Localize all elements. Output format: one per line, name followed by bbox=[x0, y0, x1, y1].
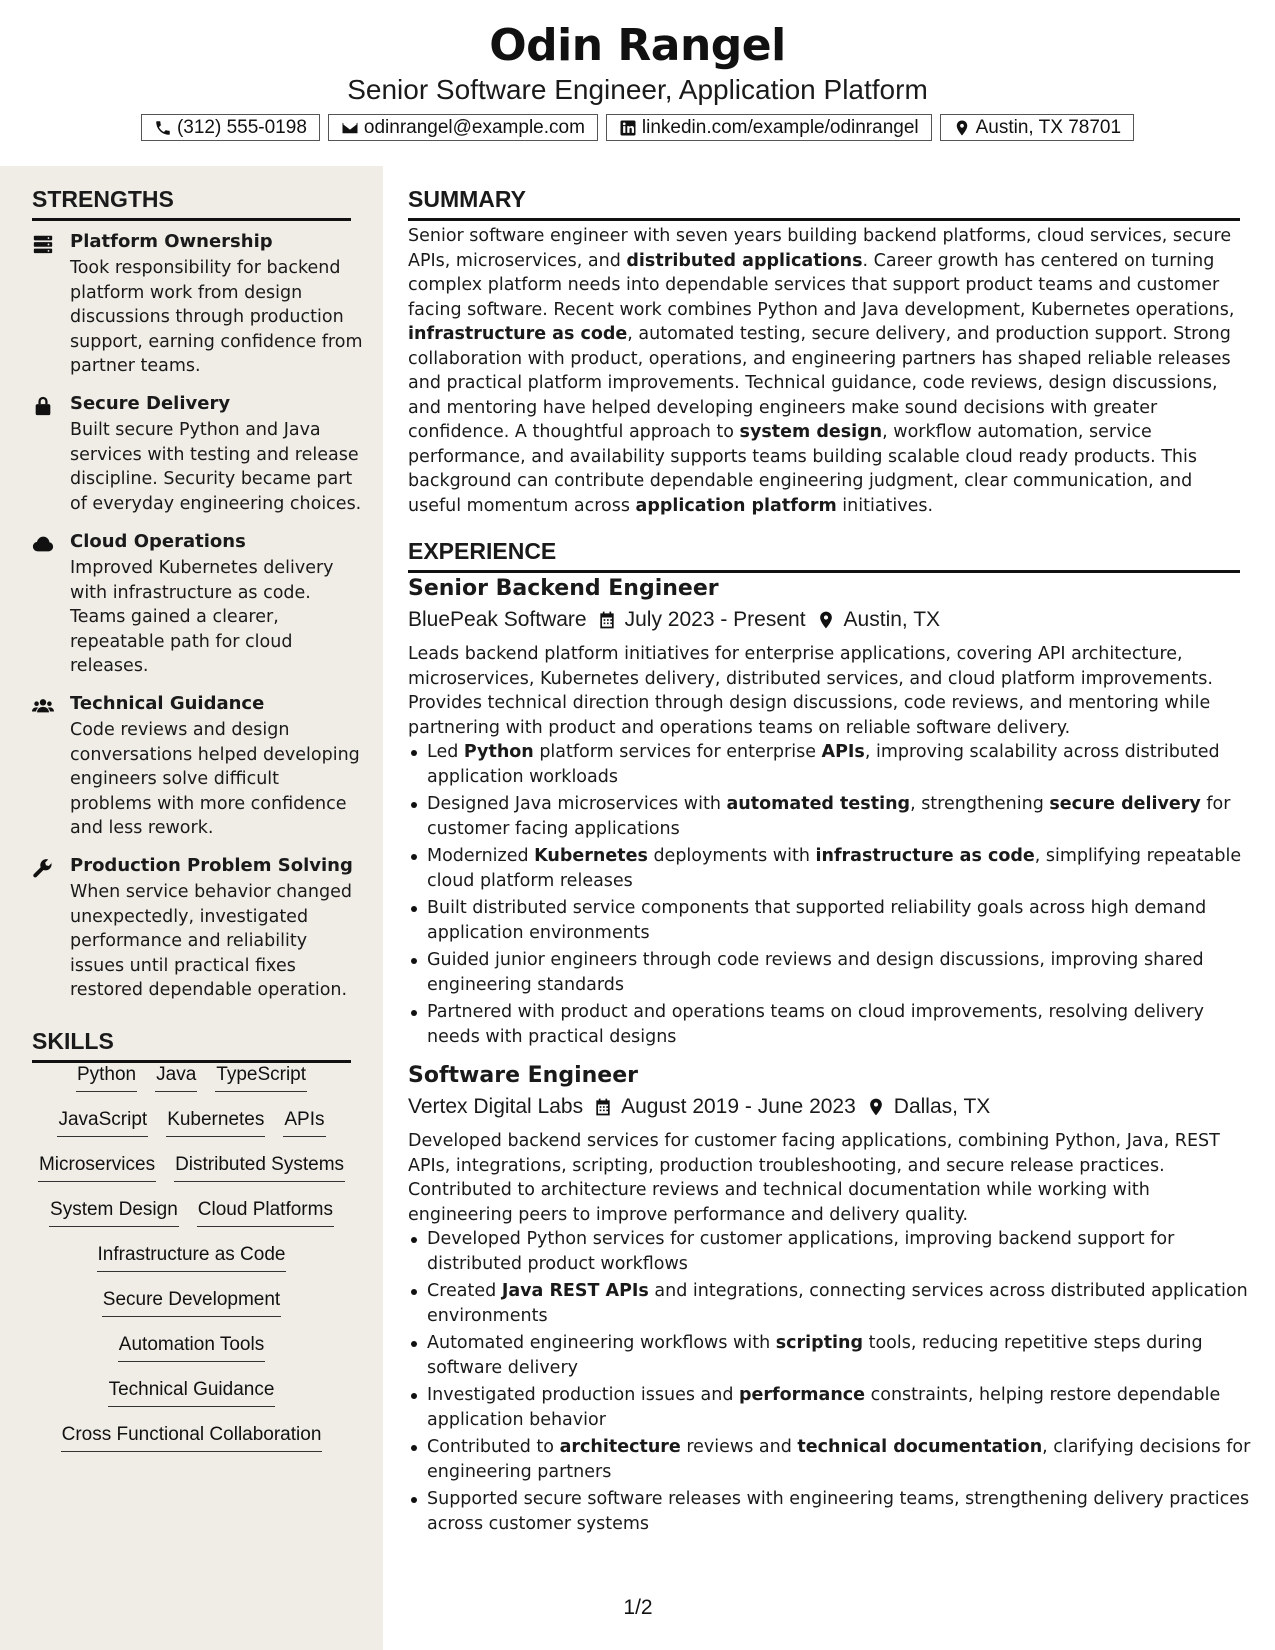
job-bullets bbox=[408, 1227, 1259, 1539]
skill-row bbox=[38, 1152, 345, 1197]
calendar-icon bbox=[593, 1097, 613, 1117]
skill-row bbox=[108, 1377, 276, 1422]
contact-email[interactable] bbox=[328, 114, 598, 141]
job-dates: August 2019 - June 2023 bbox=[621, 1095, 856, 1118]
skill-tag: Cross Functional Collaboration bbox=[61, 1422, 323, 1452]
page-number: 1/2 bbox=[623, 1596, 653, 1619]
skill-row bbox=[49, 1197, 334, 1242]
cloud-icon bbox=[32, 533, 54, 555]
job-dates: July 2023 - Present bbox=[624, 608, 806, 631]
experience-heading: EXPERIENCE bbox=[408, 536, 1240, 573]
strength-desc: Took responsibility for backend platform work from design discussions through production support, earning confidence from partner teams. bbox=[70, 258, 363, 376]
job-title: Senior Backend Engineer bbox=[408, 576, 719, 601]
skill-tag: Kubernetes bbox=[166, 1107, 265, 1137]
skill-row bbox=[76, 1062, 307, 1107]
job-description: Developed backend services for customer facing applications, combining Python, Java, REST APIs, integrations, scripting, production troubleshooting, and secure release practices. Contributed to architecture reviews and technical documentation while working with engineering peers to improve performance and delivery quality. bbox=[408, 1131, 1220, 1225]
skill-tag: JavaScript bbox=[57, 1107, 148, 1137]
list-item: Supported secure software releases with engineering teams, strengthening delivery practices across customer systems bbox=[427, 1487, 1259, 1536]
list-item: Investigated production issues and performance constraints, helping restore dependable application behavior bbox=[427, 1383, 1259, 1432]
contact-linkedin-text: linkedin.com/example/odinrangel bbox=[641, 116, 919, 138]
strength-title: Cloud Operations bbox=[70, 531, 246, 552]
strength-title: Secure Delivery bbox=[70, 393, 231, 414]
strengths-heading: STRENGTHS bbox=[32, 184, 351, 221]
linkedin-icon bbox=[619, 119, 637, 137]
envelope-icon bbox=[341, 119, 359, 137]
strength-desc: Built secure Python and Java services with testing and release discipline. Security became part of everyday engineering choices. bbox=[70, 420, 362, 514]
skill-tag: Cloud Platforms bbox=[197, 1197, 334, 1227]
contact-email-text: odinrangel@example.com bbox=[363, 116, 585, 138]
summary-heading: SUMMARY bbox=[408, 184, 1240, 221]
skill-tag: Python bbox=[76, 1062, 137, 1092]
strength-desc: When service behavior changed unexpectedly, investigated performance and reliability issues until practical fixes restored dependable operation. bbox=[70, 882, 352, 1000]
contact-location[interactable] bbox=[940, 114, 1134, 141]
list-item: Created Java REST APIs and integrations, connecting services across distributed application environments bbox=[427, 1279, 1259, 1328]
job-location: Austin, TX bbox=[843, 608, 941, 631]
location-icon bbox=[816, 610, 836, 630]
users-icon bbox=[32, 695, 54, 717]
strength-title: Platform Ownership bbox=[70, 231, 273, 252]
skill-row bbox=[118, 1332, 265, 1377]
contact-bar bbox=[0, 114, 1275, 141]
job-description: Leads backend platform initiatives for enterprise applications, covering API architecture, microservices, Kubernetes delivery, distributed services, and cloud platform improvements. Provides technical direction through design discussions, code reviews, and mentoring while partnering with product and operations teams on reliable software delivery. bbox=[408, 644, 1213, 738]
skill-tag: Technical Guidance bbox=[108, 1377, 276, 1407]
job-meta bbox=[408, 1093, 990, 1121]
contact-phone-text: (312) 555-0198 bbox=[176, 116, 307, 138]
skill-tag: TypeScript bbox=[215, 1062, 307, 1092]
skills-heading: SKILLS bbox=[32, 1026, 351, 1063]
job-title: Software Engineer bbox=[408, 1063, 638, 1088]
list-item: Automated engineering workflows with scripting tools, reducing repetitive steps during software delivery bbox=[427, 1331, 1259, 1380]
skill-tag: APIs bbox=[283, 1107, 325, 1137]
list-item: Designed Java microservices with automated testing, strengthening secure delivery for customer facing applications bbox=[427, 792, 1259, 841]
job-bullets bbox=[408, 740, 1259, 1052]
list-item: Built distributed service components that supported reliability goals across high demand application environments bbox=[427, 896, 1259, 945]
location-icon bbox=[866, 1097, 886, 1117]
job-company: BluePeak Software bbox=[408, 608, 587, 631]
phone-icon bbox=[154, 119, 172, 137]
candidate-title: Senior Software Engineer, Application Platform bbox=[347, 74, 928, 105]
skill-row bbox=[102, 1287, 281, 1332]
location-icon bbox=[953, 119, 971, 137]
skill-row bbox=[61, 1422, 323, 1467]
list-item: Developed Python services for customer applications, improving backend support for distributed product workflows bbox=[427, 1227, 1259, 1276]
contact-phone[interactable] bbox=[141, 114, 320, 141]
skill-tag: System Design bbox=[49, 1197, 179, 1227]
resume-header bbox=[0, 0, 1275, 166]
candidate-name: Odin Rangel bbox=[489, 20, 786, 71]
strength-desc: Improved Kubernetes delivery with infrastructure as code. Teams gained a clearer, repeatable path for cloud releases. bbox=[70, 558, 334, 676]
job-meta bbox=[408, 606, 940, 634]
contact-linkedin[interactable] bbox=[606, 114, 932, 141]
strength-title: Production Problem Solving bbox=[70, 855, 353, 876]
skill-tag: Infrastructure as Code bbox=[97, 1242, 287, 1272]
skill-row bbox=[57, 1107, 325, 1152]
job-location: Dallas, TX bbox=[893, 1095, 991, 1118]
list-item: Modernized Kubernetes deployments with infrastructure as code, simplifying repeatable cloud platform releases bbox=[427, 844, 1259, 893]
list-item: Contributed to architecture reviews and technical documentation, clarifying decisions for engineering partners bbox=[427, 1435, 1259, 1484]
skill-tag: Distributed Systems bbox=[174, 1152, 345, 1182]
list-item: Partnered with product and operations teams on cloud improvements, resolving delivery needs with practical designs bbox=[427, 1000, 1259, 1049]
calendar-icon bbox=[597, 610, 617, 630]
server-icon bbox=[32, 233, 54, 255]
skill-tag: Automation Tools bbox=[118, 1332, 265, 1362]
skill-row bbox=[97, 1242, 287, 1287]
lock-icon bbox=[32, 395, 54, 417]
skill-tag: Secure Development bbox=[102, 1287, 281, 1317]
list-item: Led Python platform services for enterprise APIs, improving scalability across distributed application workloads bbox=[427, 740, 1259, 789]
list-item: Guided junior engineers through code reviews and design discussions, improving shared engineering standards bbox=[427, 948, 1259, 997]
strength-title: Technical Guidance bbox=[70, 693, 265, 714]
skill-tag: Java bbox=[155, 1062, 197, 1092]
strength-desc: Code reviews and design conversations helped developing engineers solve difficult problems with more confidence and less rework. bbox=[70, 720, 360, 838]
skill-tag: Microservices bbox=[38, 1152, 156, 1182]
contact-location-text: Austin, TX 78701 bbox=[975, 116, 1122, 138]
skills-list bbox=[32, 1062, 351, 1467]
job-company: Vertex Digital Labs bbox=[408, 1095, 584, 1118]
wrench-icon bbox=[32, 857, 54, 879]
summary-text: Senior software engineer with seven years building backend platforms, cloud services, secure APIs, microservices, and distributed applications. Career growth has centered on turning complex platform needs into dependable services that support product teams and customer facing software. Recent work combines Python and Java development, Kubernetes operations, infrastructure as code, automated testing, secure delivery, and production support. Strong collaboration with product, operations, and engineering partners has shaped reliable releases and practical platform improvements. Technical guidance, code reviews, design discussions, and mentoring have helped developing engineers make sound decisions with greater confidence. A thoughtful approach to system design, workflow automation, service performance, and availability supports teams building scalable cloud ready products. This background can contribute dependable engineering judgment, clear communication, and useful momentum across application platform initiatives. bbox=[408, 226, 1235, 516]
